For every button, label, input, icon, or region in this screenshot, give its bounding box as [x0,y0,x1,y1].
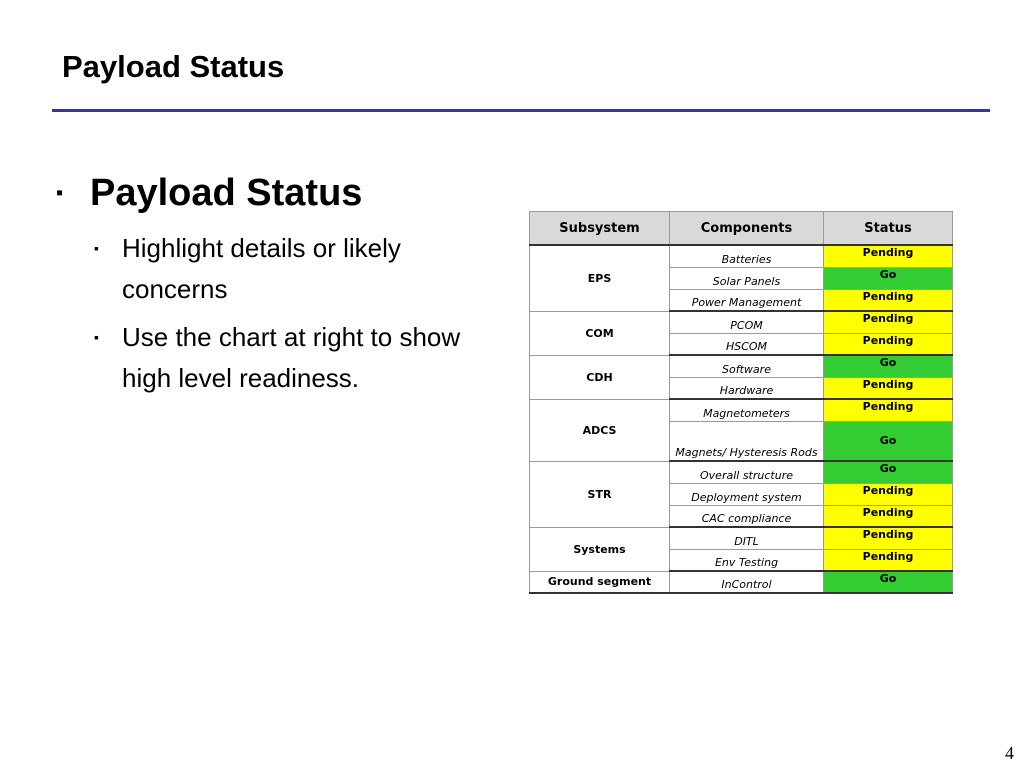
status-table [529,211,953,594]
subsystem-group [530,355,953,399]
sub-bullet [56,228,506,310]
status-cell-pending: Pending [824,399,953,421]
component-cell: Software [670,355,824,377]
subsystem-group [530,461,953,527]
title-divider [52,109,990,112]
subsystem-cell: STR [530,461,670,527]
sub-bullet-text: Use the chart at right to show high level readiness. [122,322,461,393]
component-cell: Hardware [670,377,824,399]
status-cell-pending: Pending [824,333,953,355]
component-cell: InControl [670,571,824,593]
subsystem-group [530,571,953,593]
header-components: Components [670,212,824,246]
subsystem-group [530,399,953,461]
subsystem-cell: COM [530,311,670,355]
status-cell-pending: Pending [824,245,953,267]
component-cell: Overall structure [670,461,824,483]
component-cell: Magnetometers [670,399,824,421]
bullet-marker: ▪ [56,182,64,204]
table-row [530,355,953,377]
table-row [530,461,953,483]
slide-title: Payload Status [62,49,285,84]
sub-bullet-text: Highlight details or likely concerns [122,233,401,304]
sub-bullet-list [56,228,506,399]
subsystem-cell: EPS [530,245,670,311]
status-cell-pending: Pending [824,311,953,333]
status-cell-go: Go [824,571,953,593]
status-cell-go: Go [824,267,953,289]
page-number: 4 [1005,743,1014,763]
component-cell: DITL [670,527,824,549]
status-cell-pending: Pending [824,549,953,571]
bullet-list [56,170,506,406]
status-cell-pending: Pending [824,377,953,399]
subsystem-group [530,311,953,355]
status-cell-go: Go [824,421,953,461]
component-cell: Deployment system [670,483,824,505]
bullet-main-text: Payload Status [90,172,363,214]
subsystem-cell: CDH [530,355,670,399]
status-cell-pending: Pending [824,289,953,311]
bullet-marker: ▪ [94,329,99,345]
component-cell: Env Testing [670,549,824,571]
subsystem-cell: ADCS [530,399,670,461]
table-row [530,571,953,593]
bullet-marker: ▪ [94,240,99,256]
status-cell-go: Go [824,355,953,377]
table-row [530,399,953,421]
table-header-row [530,212,953,246]
status-cell-go: Go [824,461,953,483]
header-status: Status [824,212,953,246]
header-subsystem: Subsystem [530,212,670,246]
subsystem-cell: Ground segment [530,571,670,593]
bullet-main [56,170,506,216]
sub-bullet [56,317,506,399]
subsystem-group [530,527,953,571]
component-cell: Power Management [670,289,824,311]
component-cell: CAC compliance [670,505,824,527]
component-cell: Magnets/ Hysteresis Rods [670,421,824,461]
subsystem-cell: Systems [530,527,670,571]
status-cell-pending: Pending [824,505,953,527]
component-cell: Solar Panels [670,267,824,289]
table-row [530,527,953,549]
table-row [530,245,953,267]
component-cell: PCOM [670,311,824,333]
table-row [530,311,953,333]
status-cell-pending: Pending [824,527,953,549]
subsystem-group [530,245,953,311]
component-cell: HSCOM [670,333,824,355]
component-cell: Batteries [670,245,824,267]
status-cell-pending: Pending [824,483,953,505]
